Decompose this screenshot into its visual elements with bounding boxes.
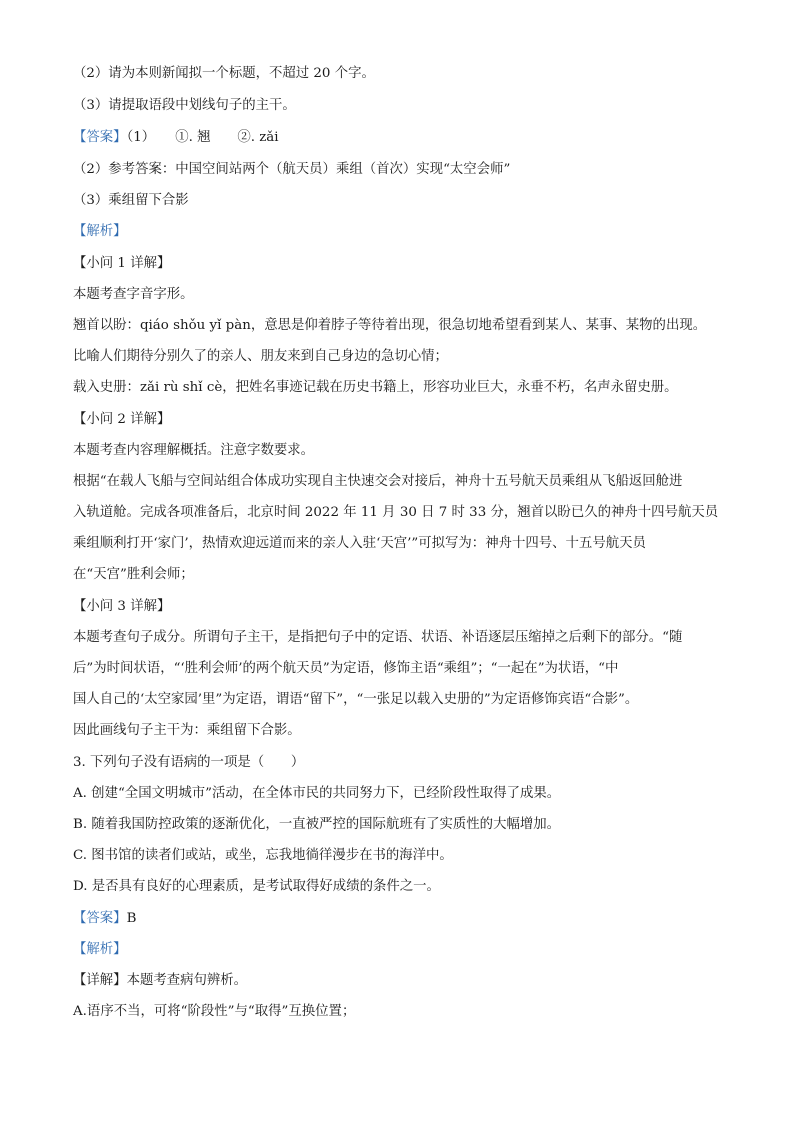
subquestion-3-line: 因此画线句子主干为：乘组留下合影。 bbox=[73, 723, 301, 738]
detail-tag: 【详解】 bbox=[73, 973, 127, 988]
subquestion-2-line: 入轨道舱。完成各项准备后，北京时间 2022 年 11 月 30 日 7 时 33 分，翘首以盼已久的神舟十四号航天员 bbox=[73, 505, 719, 520]
subquestion-1-line: 本题考查字音字形。 bbox=[73, 287, 194, 302]
answer-1-text: （1） ①. 翘 ②. zǎi bbox=[126, 130, 279, 145]
answer-tag: 【答案】 bbox=[73, 911, 127, 926]
subquestion-2-line: 根据“在载人飞船与空间站组合体成功实现自主快速交会对接后，神舟十五号航天员乘组从飞船返回舱进 bbox=[73, 474, 683, 489]
subquestion-3-line: 后”为时间状语，“‘胜利会师’的两个航天员”为定语，修饰主语“乘组”；“一起在”为状语，“中 bbox=[73, 661, 619, 676]
subquestion-3-line: 本题考查句子成分。所谓句子主干，是指把句子中的定语、状语、补语逐层压缩掉之后剩下的部分。“随 bbox=[73, 630, 683, 645]
question-3-stem: 3. 下列句子没有语病的一项是（ ） bbox=[73, 755, 305, 770]
question-3-prompt: （3）请提取语段中划线句子的主干。 bbox=[73, 98, 296, 113]
option-b: B. 随着我国防控政策的逐渐优化，一直被严控的国际航班有了实质性的大幅增加。 bbox=[73, 817, 561, 832]
subquestion-1-line: 翘首以盼：qiáo shǒu yǐ pàn，意思是仰着脖子等待着出现，很急切地希望看到某人、某事、某物的出现。 bbox=[73, 318, 707, 333]
option-a: A. 创建“全国文明城市”活动，在全体市民的共同努力下，已经阶段性取得了成果。 bbox=[73, 786, 561, 801]
subquestion-2-line: 本题考查内容理解概括。注意字数要求。 bbox=[73, 443, 315, 458]
subquestion-3-heading: 【小问 3 详解】 bbox=[73, 599, 171, 614]
subquestion-1-line: 比喻人们期待分别久了的亲人、朋友来到自己身边的急切心情； bbox=[73, 349, 448, 364]
option-d: D. 是否具有良好的心理素质，是考试取得好成绩的条件之一。 bbox=[73, 879, 440, 894]
analysis-tag: 【解析】 bbox=[73, 224, 127, 239]
subquestion-1-line: 载入史册：zǎi rù shǐ cè，把姓名事迹记载在历史书籍上，形容功业巨大，永垂不朽，名声永留史册。 bbox=[73, 380, 678, 395]
answer-2-line bbox=[73, 909, 734, 929]
question-2-prompt: （2）请为本则新闻拟一个标题，不超过 20 个字。 bbox=[73, 66, 375, 81]
detail-line bbox=[73, 971, 734, 991]
subquestion-2-line: 乘组顺利打开‘家门’，热情欢迎远道而来的亲人入驻‘天宫’”可拟写为：神舟十四号、十五号航天员 bbox=[73, 536, 646, 551]
analysis-tag: 【解析】 bbox=[73, 942, 127, 957]
detail-line: A.语序不当，可将“阶段性”与“取得”互换位置； bbox=[73, 1004, 356, 1019]
subquestion-1-heading: 【小问 1 详解】 bbox=[73, 256, 171, 271]
subquestion-2-line: 在“天宫”胜利会师； bbox=[73, 567, 194, 582]
detail-text: 本题考查病句辨析。 bbox=[126, 973, 248, 988]
subquestion-2-heading: 【小问 2 详解】 bbox=[73, 412, 171, 427]
answer-line-1 bbox=[73, 128, 734, 148]
answer-2-value: B bbox=[126, 911, 137, 926]
subquestion-3-line: 国人自己的‘太空家园’里”为定语，谓语“留下”，“一张足以载入史册的”为定语修饰宾语“合影”。 bbox=[73, 692, 639, 707]
answer-line-3: （3）乘组留下合影 bbox=[73, 193, 189, 208]
answer-tag: 【答案】 bbox=[73, 130, 127, 145]
option-c: C. 图书馆的读者们或站，或坐，忘我地徜徉漫步在书的海洋中。 bbox=[73, 848, 453, 863]
answer-line-2: （2）参考答案：中国空间站两个（航天员）乘组（首次）实现“太空会师” bbox=[73, 162, 511, 177]
